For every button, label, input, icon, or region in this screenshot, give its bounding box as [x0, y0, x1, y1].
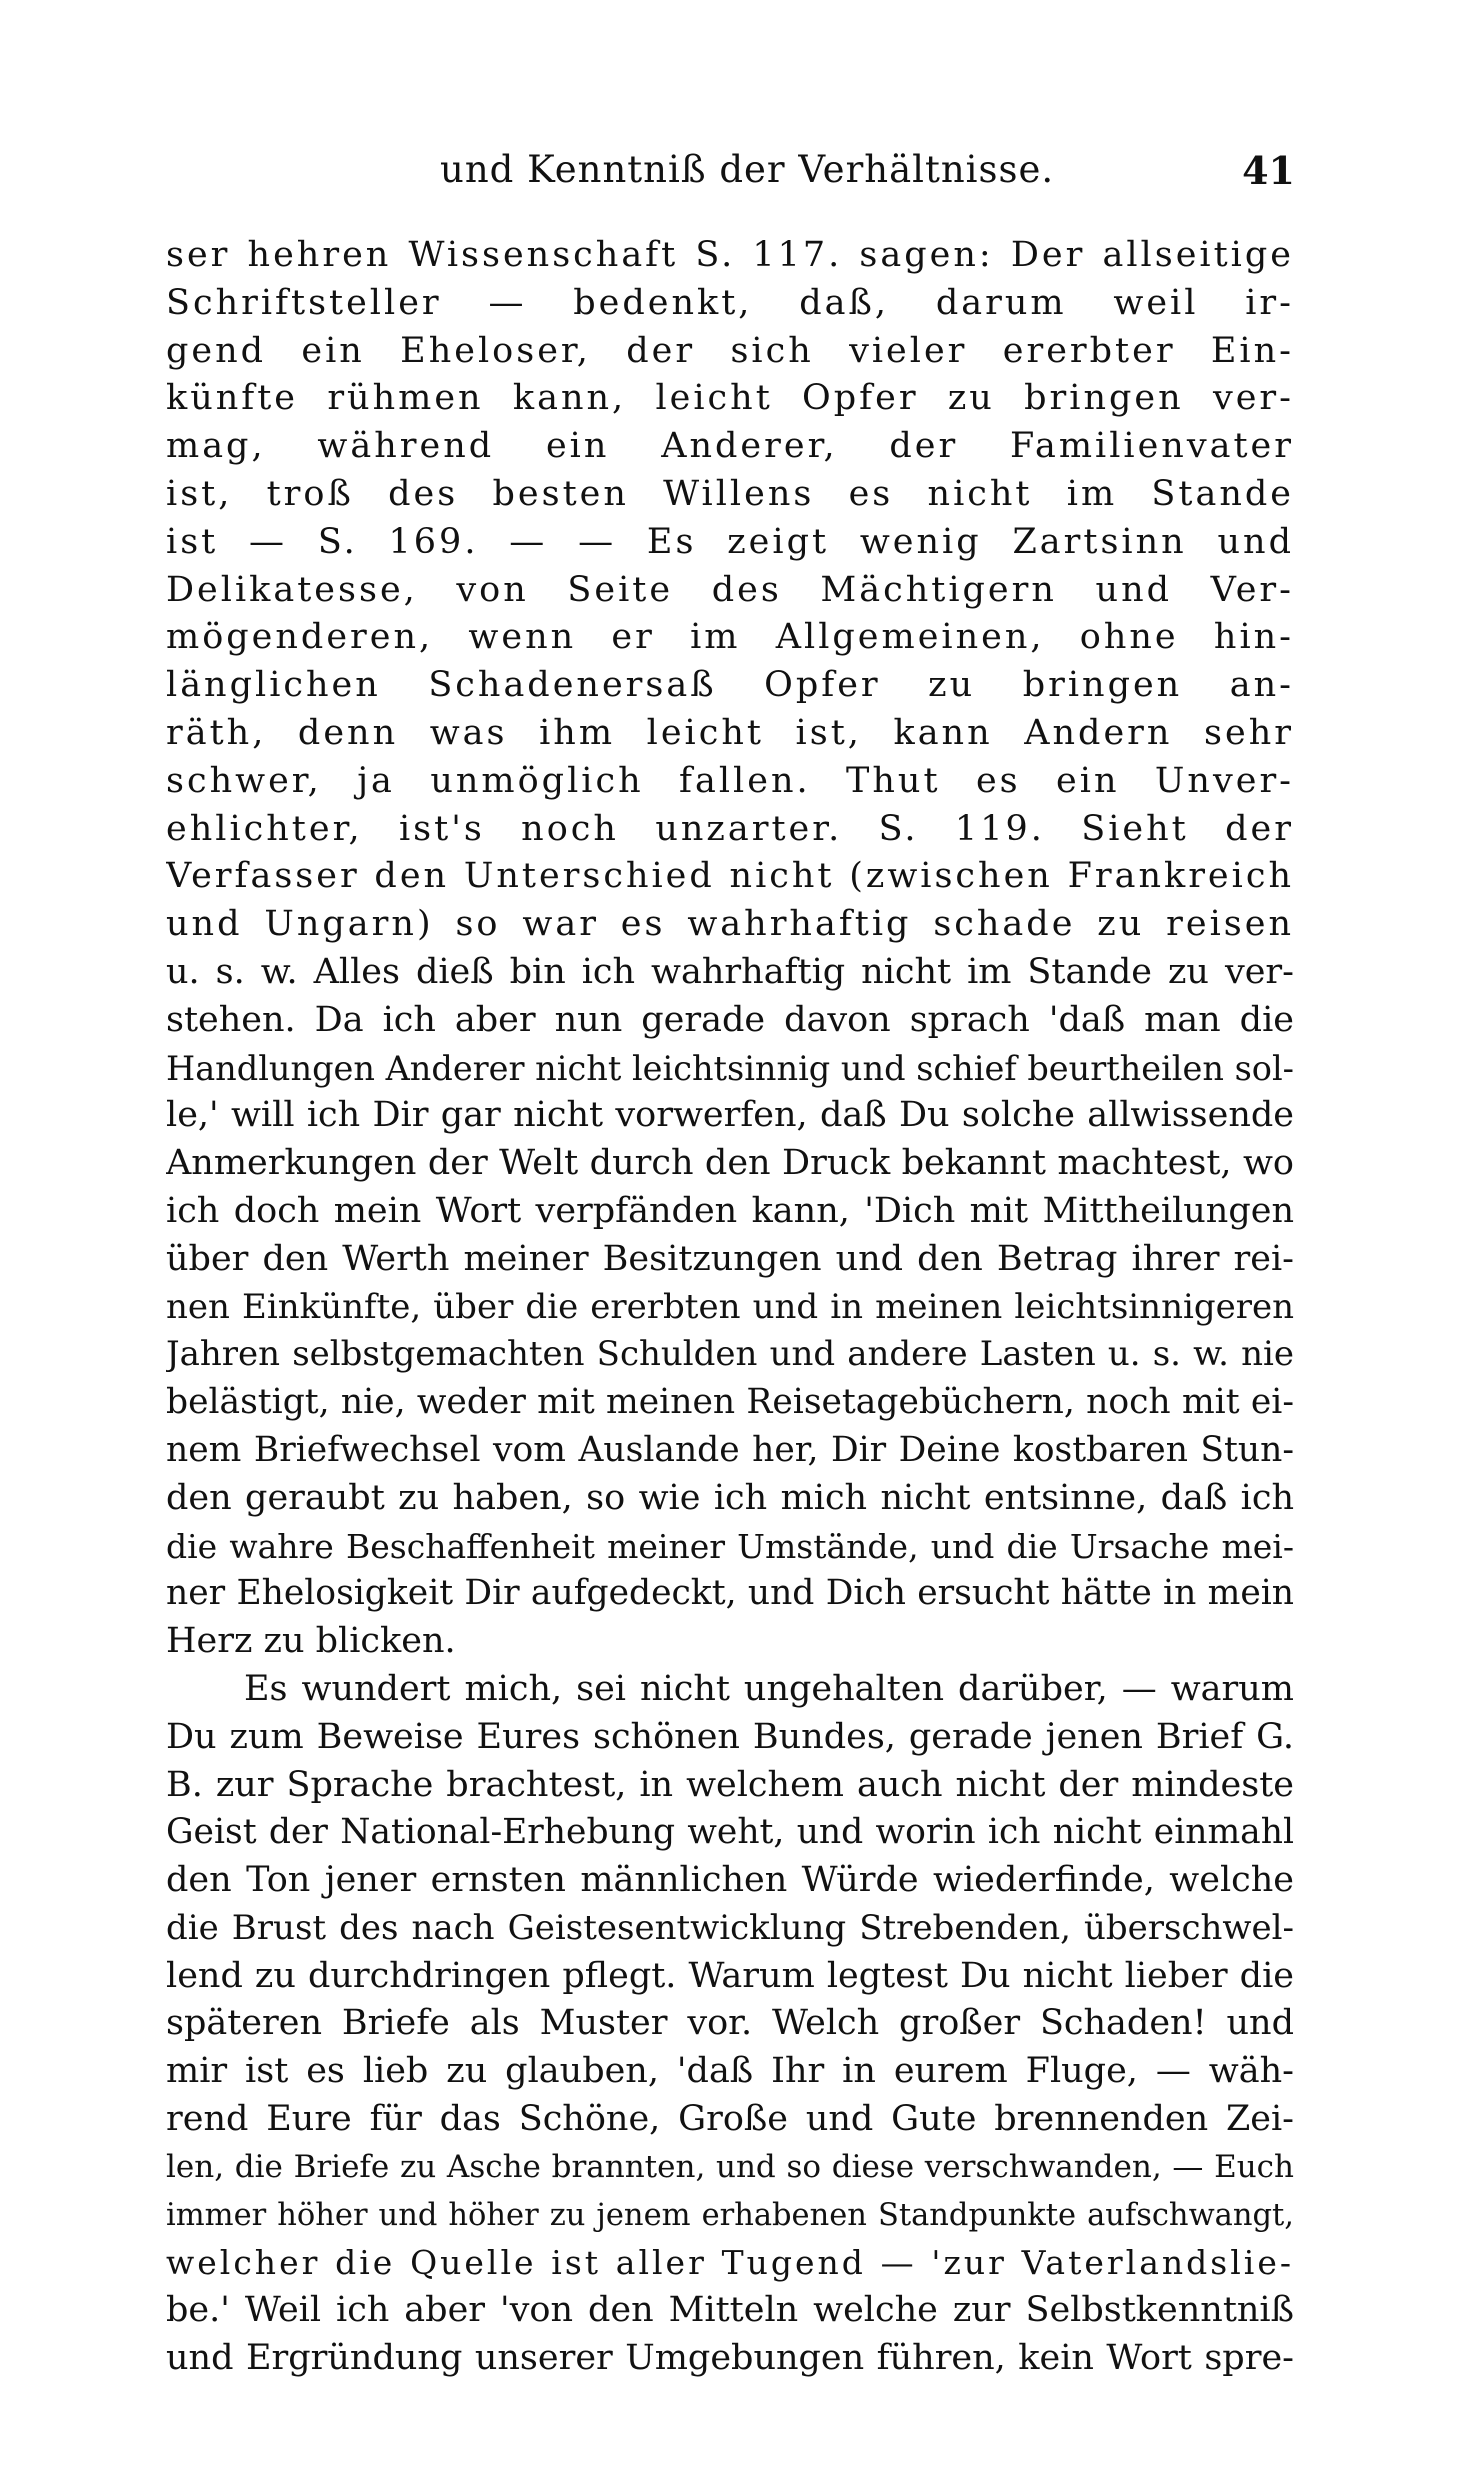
text-line: nem Briefwechsel vom Auslande her, Dir Deine kostbaren Stun- [166, 1429, 1294, 1470]
text-line: mir ist es lieb zu glauben, 'daß Ihr in eurem Fluge, — wäh- [166, 2051, 1294, 2092]
paragraph-start-line: Es wundert mich, sei nicht ungehalten darüber, — warum [244, 1668, 1294, 1709]
paragraph-end-line: Herz zu blicken. [166, 1621, 456, 1662]
running-head: und Kenntniß der Verhältnisse. [440, 148, 1055, 191]
text-line: Anmerkungen der Welt durch den Druck bekannt machtest, wo [166, 1143, 1294, 1184]
text-line: den Ton jener ernsten männlichen Würde wiederfinde, welche [166, 1860, 1294, 1901]
text-line: mag, während ein Anderer, der Familienvater [166, 426, 1294, 467]
page-header [160, 148, 1295, 204]
text-line: ner Ehelosigkeit Dir aufgedeckt, und Dich ersucht hätte in mein [166, 1573, 1294, 1614]
text-line: le,' will ich Dir gar nicht vorwerfen, daß Du solche allwissende [166, 1095, 1294, 1136]
page-number: 41 [1242, 148, 1295, 193]
text-line: ehlichter, ist's noch unzarter. S. 119. Sieht der [166, 808, 1294, 849]
text-line: immer höher und höher zu jenem erhabenen Standpunkte aufschwangt, [166, 2197, 1294, 2233]
text-line: länglichen Schadenersaß Opfer zu bringen an- [166, 665, 1294, 706]
text-line: Jahren selbstgemachten Schulden und andere Lasten u. s. w. nie [166, 1334, 1294, 1375]
text-line: die wahre Beschaffenheit meiner Umstände, und die Ursache mei- [166, 1526, 1294, 1566]
text-line: schwer, ja unmöglich fallen. Thut es ein Unver- [166, 760, 1294, 801]
text-line: ist — S. 169. — — Es zeigt wenig Zartsinn und [166, 521, 1294, 562]
text-line: künfte rühmen kann, leicht Opfer zu bringen ver- [166, 378, 1294, 419]
text-line: späteren Briefe als Muster vor. Welch großer Schaden! und [166, 2003, 1294, 2044]
body-text [166, 232, 1294, 2383]
text-line: Geist der National-Erhebung weht, und worin ich nicht einmahl [166, 1812, 1294, 1853]
text-line: welcher die Quelle ist aller Tugend — 'zur Vaterlandslie- [166, 2243, 1294, 2283]
text-line: ich doch mein Wort verpfänden kann, 'Dich mit Mittheilungen [166, 1190, 1294, 1231]
text-line: B. zur Sprache brachtest, in welchem auch nicht der mindeste [166, 1764, 1294, 1805]
text-line: ser hehren Wissenschaft S. 117. sagen: Der allseitige [166, 235, 1294, 275]
text-line: die Brust des nach Geistesentwicklung Strebenden, überschwel- [166, 1907, 1294, 1948]
text-line: Handlungen Anderer nicht leichtsinnig und schief beurtheilen sol- [166, 1048, 1294, 1088]
text-line: Schriftsteller — bedenkt, daß, darum weil ir- [166, 282, 1294, 323]
text-line: ist, troß des besten Willens es nicht im Stande [166, 473, 1294, 514]
text-line: gend ein Eheloser, der sich vieler ererbter Ein- [166, 330, 1294, 371]
text-line: lend zu durchdringen pflegt. Warum legtest Du nicht lieber die [166, 1955, 1294, 1996]
text-line: belästigt, nie, weder mit meinen Reisetagebüchern, noch mit ei- [166, 1382, 1294, 1423]
text-line: und Ungarn) so war es wahrhaftig schade zu reisen [166, 904, 1294, 945]
text-line: und Ergründung unserer Umgebungen führen, kein Wort spre- [166, 2338, 1294, 2379]
text-line: u. s. w. Alles dieß bin ich wahrhaftig nicht im Stande zu ver- [166, 951, 1294, 992]
text-line: mögenderen, wenn er im Allgemeinen, ohne hin- [166, 617, 1294, 658]
text-line: Du zum Beweise Eures schönen Bundes, gerade jenen Brief G. [166, 1716, 1294, 1757]
text-line: räth, denn was ihm leicht ist, kann Andern sehr [166, 712, 1294, 753]
text-line: über den Werth meiner Besitzungen und den Betrag ihrer rei- [166, 1238, 1294, 1279]
text-line: len, die Briefe zu Asche brannten, und so diese verschwanden, — Euch [166, 2148, 1294, 2185]
text-line: rend Eure für das Schöne, Große und Gute brennenden Zei- [166, 2099, 1294, 2140]
text-line: Delikatesse, von Seite des Mächtigern und Ver- [166, 569, 1294, 610]
text-line: nen Einkünfte, über die ererbten und in meinen leichtsinnigeren [166, 1286, 1294, 1327]
text-line: den geraubt zu haben, so wie ich mich nicht entsinne, daß ich [166, 1477, 1294, 1518]
text-line: be.' Weil ich aber 'von den Mitteln welche zur Selbstkenntniß [166, 2290, 1294, 2331]
text-line: stehen. Da ich aber nun gerade davon sprach 'daß man die [166, 999, 1294, 1040]
text-line: Verfasser den Unterschied nicht (zwischen Frankreich [166, 856, 1294, 897]
